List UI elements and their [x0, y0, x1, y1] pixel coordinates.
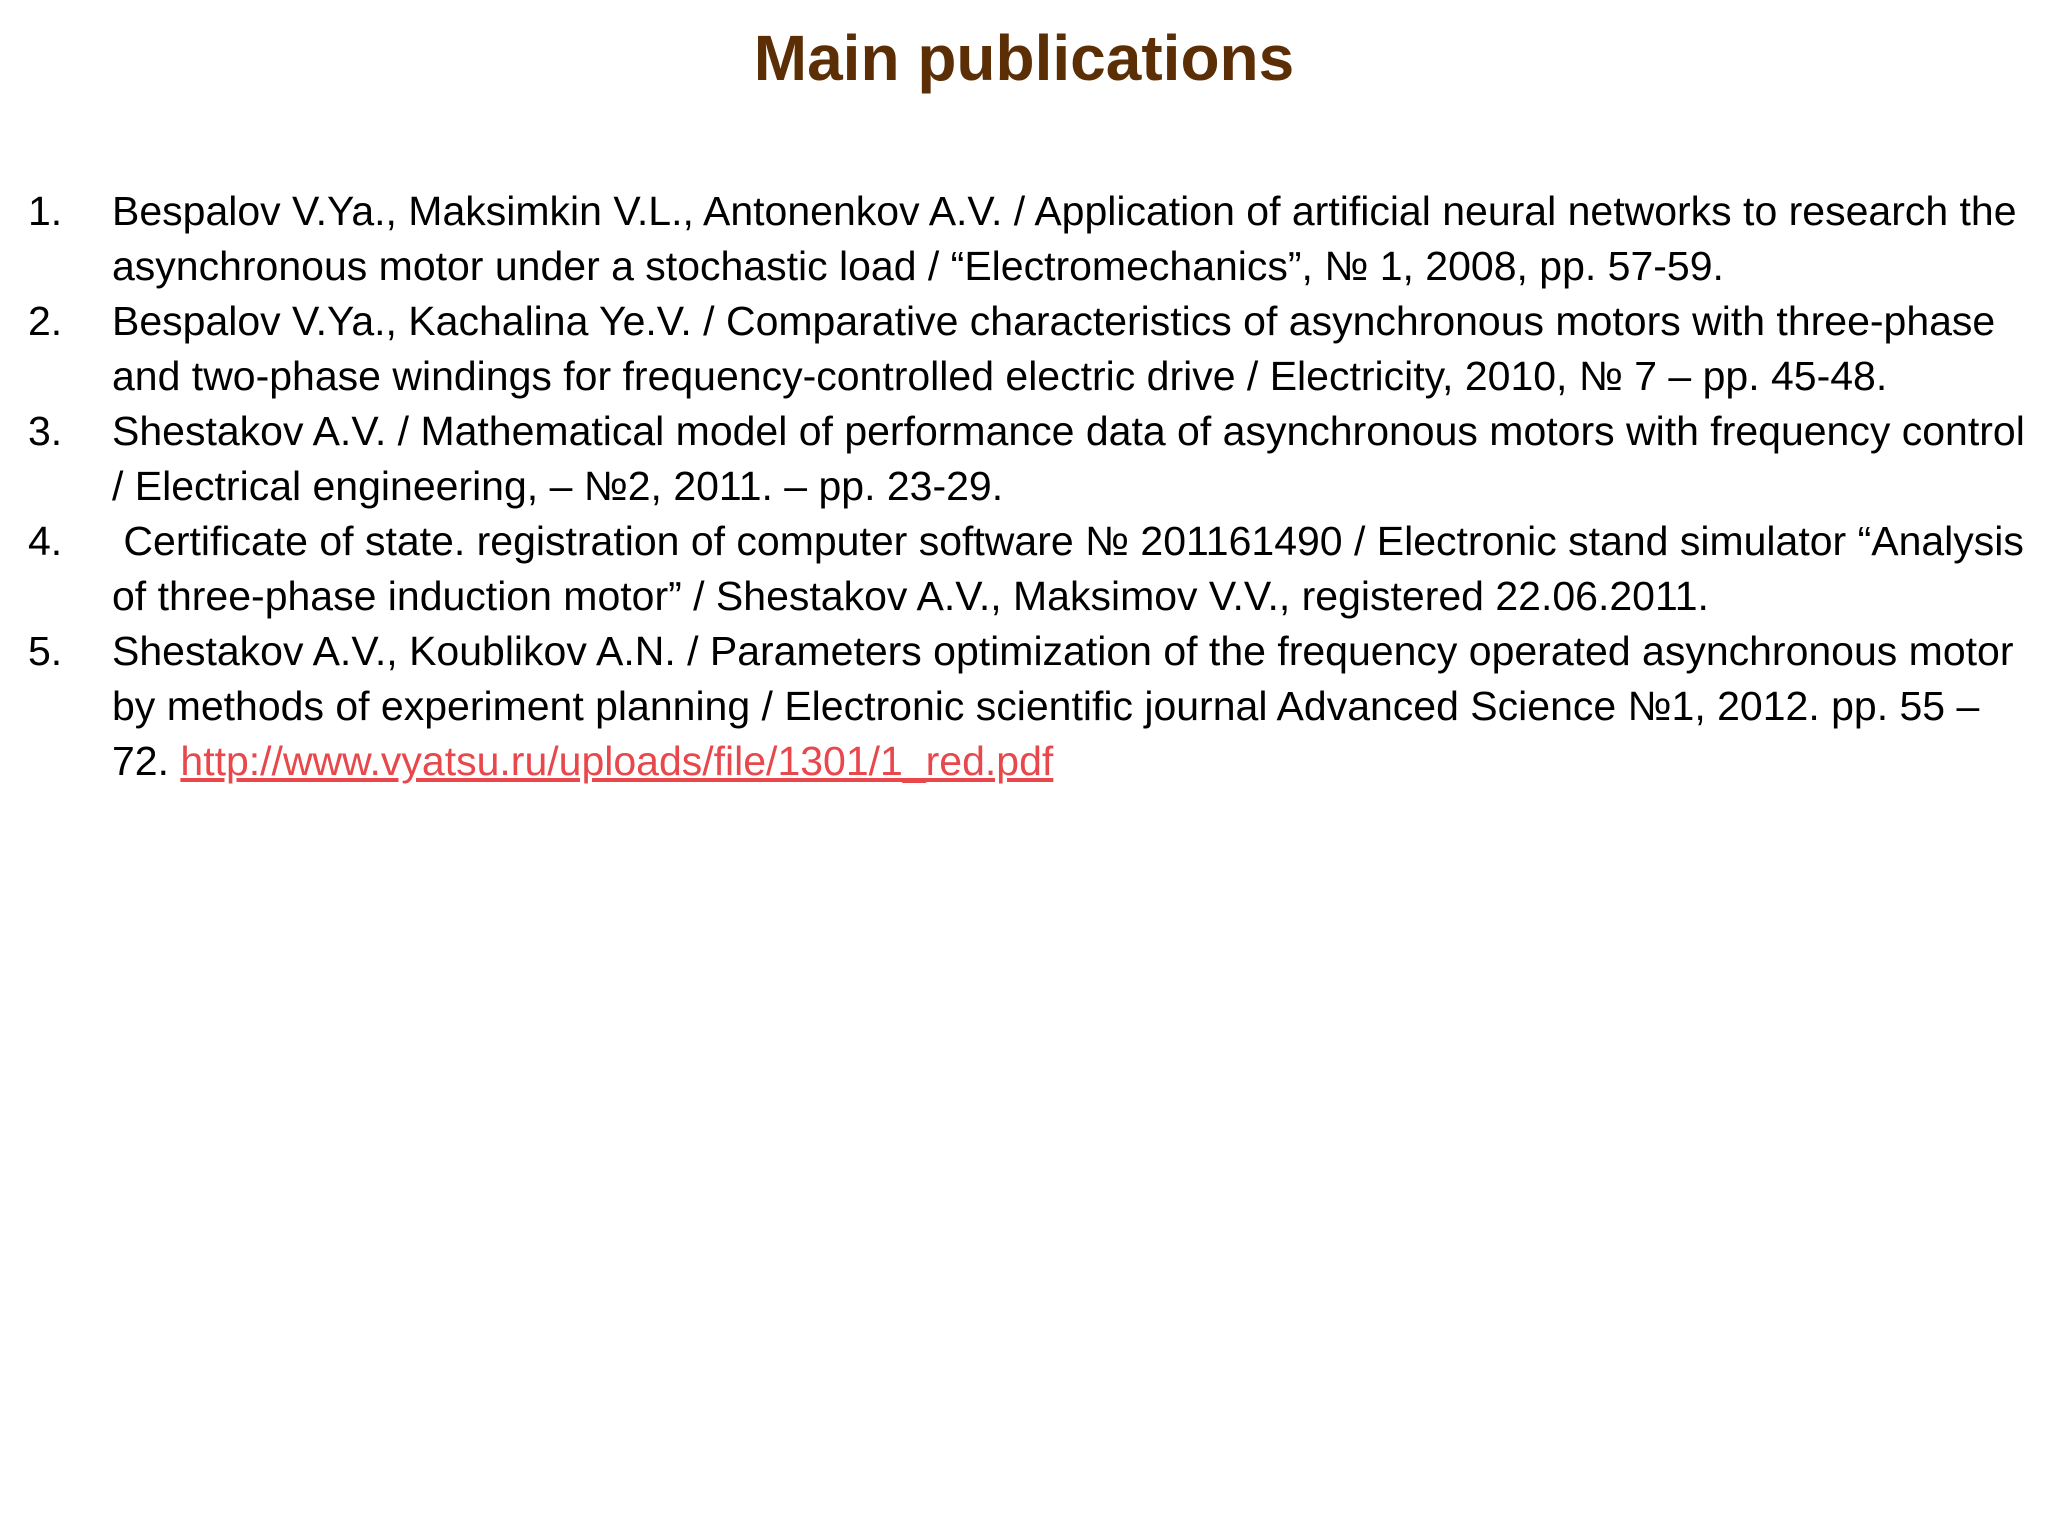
publication-item-3: [28, 404, 2038, 514]
publication-item-4: [28, 514, 2038, 624]
publication-text-wrapper: [112, 624, 2038, 789]
publication-number: 4.: [28, 518, 63, 564]
publication-item-1: [28, 184, 2038, 294]
publication-number: 3.: [28, 408, 63, 454]
publication-link[interactable]: http://www.vyatsu.ru/uploads/file/1301/1_red.pdf: [180, 738, 1054, 784]
publication-text: Bespalov V.Ya., Maksimkin V.L., Antonenkov A.V. / Application of artificial neural networks to research the asynchronous motor under a stochastic load / “Electromechanics”, № 1, 2008, pp. 57-59.: [112, 188, 2017, 289]
publication-text: Bespalov V.Ya., Kachalina Ye.V. / Comparative characteristics of asynchronous motors with three-phase and two-phase windings for frequency-controlled electric drive / Electricity, 2010, № 7 – pp. 45-48.: [112, 298, 1996, 399]
publication-item-2: [28, 294, 2038, 404]
publication-text: Shestakov A.V. / Mathematical model of performance data of asynchronous motors with frequency control / Electrical engineering, – №2, 2011. – pp. 23-29.: [112, 408, 2025, 509]
publication-text: Certificate of state. registration of computer software № 201161490 / Electronic stand simulator “Analysis of three-phase induction motor” / Shestakov A.V., Maksimov V.V., registered 22.06.2011.: [112, 518, 2036, 619]
publication-item-5: [28, 624, 2038, 789]
publication-list: [28, 184, 2038, 789]
publication-number: 1.: [28, 188, 63, 234]
publication-text: Shestakov A.V., Koublikov A.N. / Parameters optimization of the frequency operated asynchronous motor by methods of experiment planning / Electronic scientific journal Advanced Science №1, 2012. pp. 55 – 72.: [112, 628, 2025, 784]
page-title: Main publications: [753, 22, 1295, 94]
publication-number: 2.: [28, 298, 63, 344]
publication-number: 5.: [28, 628, 63, 674]
